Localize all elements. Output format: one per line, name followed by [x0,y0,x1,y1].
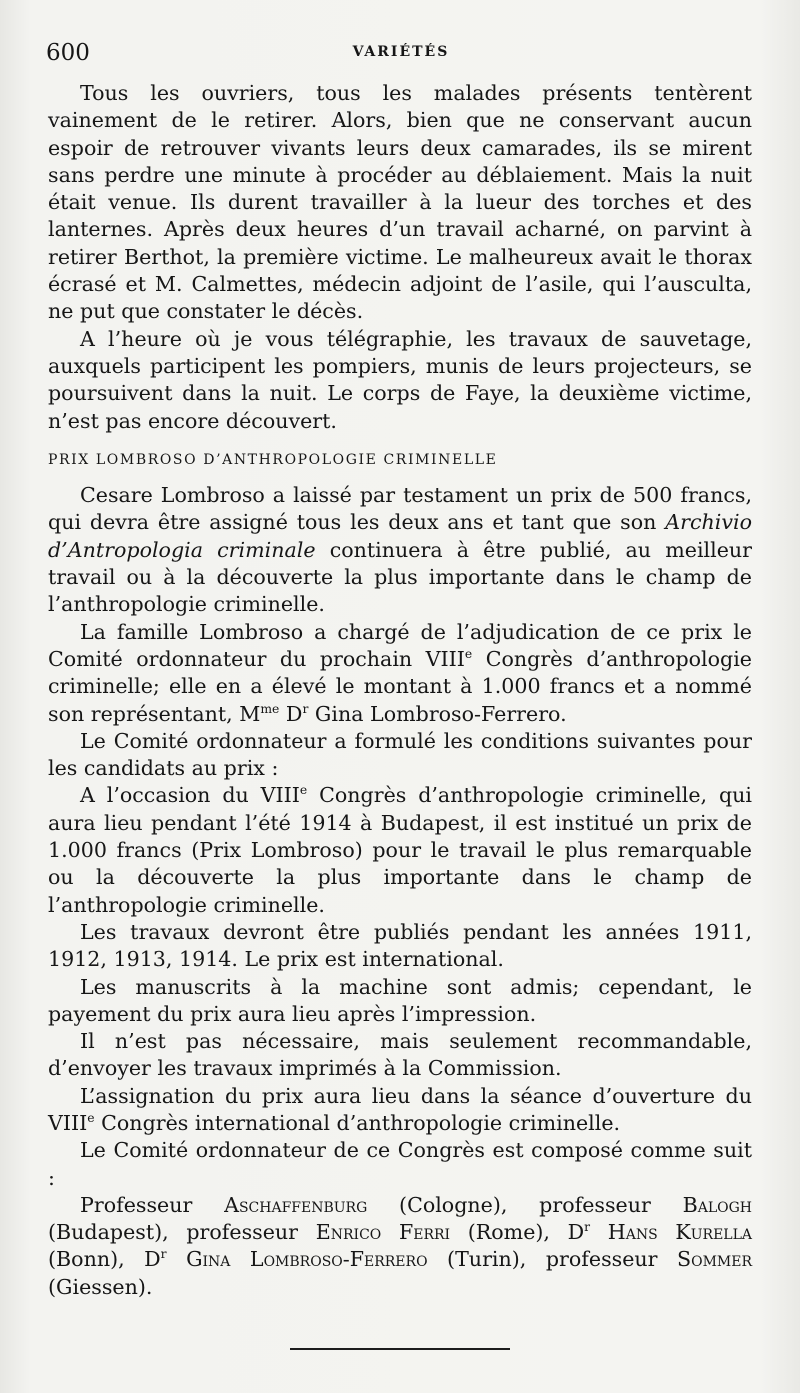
paragraph: Il n’est pas nécessaire, mais seulement recommandable, d’envoyer les travaux imprimés à la Commission. [48,1029,752,1081]
page-number: 600 [46,40,90,66]
paragraph: Le Comité ordonnateur de ce Congrès est composé comme suit : [48,1138,752,1190]
running-title: VARIÉTÉS [352,44,450,60]
paragraph: A l’heure où je vous télégraphie, les travaux de sauvetage, auxquels participent les pompiers, munis de leurs projecteurs, se poursuivent dans la nuit. Le corps de Faye, la deuxième victime, n’est pas encore découvert. [48,326,752,433]
article-body [48,80,752,1301]
member-name: Aschaffenburg [224,1192,368,1217]
member-name: Balogh [682,1192,752,1217]
paragraph: Tous les ouvriers, tous les malades présents tentèrent vainement de le retirer. Alors, bien que ne conservant aucun espoir de retrouver vivants leurs deux camarades, ils se mirent sans perdre une minute à procéder au déblaiement. Mais la nuit était venue. Ils durent travailler à la lueur des torches et des lanternes. Après deux heures d’un travail acharné, on parvint à retirer Berthot, la première victime. Le malheureux avait le thorax écrasé et M. Calmettes, médecin adjoint de l’asile, qui l’ausculta, ne put que constater le décès. [48,81,752,324]
paragraph: La famille Lombroso a chargé de l’adjudication de ce prix le Comité ordonnateur du prochain VIIIe Congrès d’anthropologie criminelle; elle en a élevé le montant à 1.000 francs et a nommé son représentant, $M^{me}$ $D^r$ Gina Lombroso-Ferrero. [48,619,752,726]
paragraph: Les travaux devront être publiés pendant les années 1911, 1912, 1913, 1914. Le prix est international. [48,919,752,972]
end-rule [290,1348,510,1350]
page-header [46,40,756,74]
committee-members: Professeur Aschaffenburg (Cologne), professeur Balogh (Budapest), professeur Enrico Ferri (Rome), $D^r$ Hans Kurella (Bonn), $D^r$ Gina Lombroso-Ferrero (Turin), professeur Sommer (Giessen). [48,1192,753,1299]
member-name: Hans Kurella [607,1220,753,1245]
journal-title: Archivio d’Antropologia criminale [48,510,752,562]
member-name: Enrico Ferri [315,1220,451,1245]
section-title: PRIX LOMBROSO D’ANTHROPOLOGIE CRIMINELLE [48,451,498,468]
paragraph: Cesare Lombroso a laissé par testament un prix de 500 francs, qui devra être assigné tous les deux ans et tant que son Archivio d’Antropologia criminale continuera à être publié, au meilleur travail ou à la découverte la plus importante dans le champ de l’anthropologie criminelle. [48,483,752,617]
paragraph: Le Comité ordonnateur a formulé les conditions suivantes pour les candidats au prix : [48,728,752,781]
paragraph: L’assignation du prix aura lieu dans la séance d’ouverture du VIIIe Congrès international d’anthropologie criminelle. [48,1083,752,1135]
paragraph: A l’occasion du VIIIe Congrès d’anthropologie criminelle, qui aura lieu pendant l’été 1914 à Budapest, il est institué un prix de 1.000 francs (Prix Lombroso) pour le travail le plus remarquable ou la découverte la plus importante dans le champ de l’anthropologie criminelle. [48,783,752,917]
member-name: Sommer [676,1247,753,1272]
member-name: Gina Lombroso-Ferrero [186,1247,428,1272]
paragraph: Les manuscrits à la machine sont admis; cependant, le payement du prix aura lieu après l’impression. [48,974,752,1026]
